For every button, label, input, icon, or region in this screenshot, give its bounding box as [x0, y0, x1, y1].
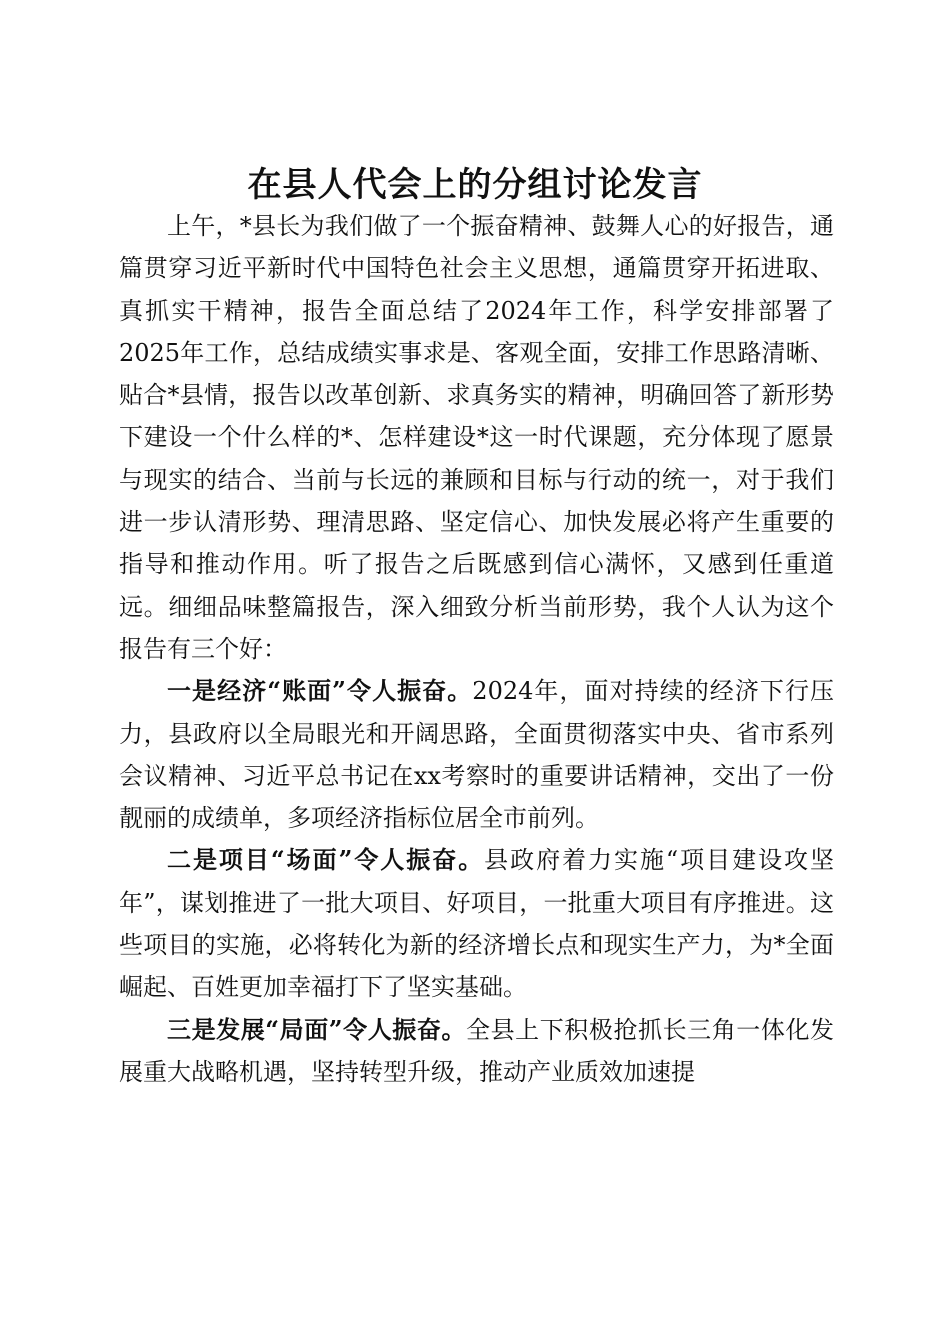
paragraph-lead: 三是发展“局面”令人振奋。	[167, 1014, 467, 1044]
paragraph-intro	[119, 205, 834, 670]
paragraph-development	[119, 1009, 834, 1094]
paragraph-lead: 一是经济“账面”令人振奋。	[167, 676, 473, 706]
document-title: 在县人代会上的分组讨论发言	[247, 164, 703, 205]
document-body	[119, 205, 834, 1093]
paragraph-lead: 二是项目“场面”令人振奋。	[167, 845, 485, 875]
paragraph-projects	[119, 839, 834, 1008]
paragraph-text: 上午，*县长为我们做了一个振奋精神、鼓舞人心的好报告，通篇贯穿习近平新时代中国特色社会主义思想，通篇贯穿开拓进取、真抓实干精神，报告全面总结了2024年工作，科学安排部署了2025年工作，总结成绩实事求是、客观全面，安排工作思路清晰、贴合*县情，报告以改革创新、求真务实的精神，明确回答了新形势下建设一个什么样的*、怎样建设*这一时代课题，充分体现了愿景与现实的结合、当前与长远的兼顾和目标与行动的统一，对于我们进一步认清形势、理清思路、坚定信心、加快发展必将产生重要的指导和推动作用。听了报告之后既感到信心满怀，又感到任重道远。细细品味整篇报告，深入细致分析当前形势，我个人认为这个报告有三个好：	[119, 212, 834, 663]
paragraph-economy	[119, 670, 834, 839]
paragraph-text: 县政府着力实施“项目建设攻坚年”，谋划推进了一批大项目、好项目，一批重大项目有序推进。这些项目的实施，必将转化为新的经济增长点和现实生产力，为*全面崛起、百姓更加幸福打下了坚实基础。	[119, 846, 834, 1002]
paragraph-text: 2024年，面对持续的经济下行压力，县政府以全局眼光和开阔思路，全面贯彻落实中央、省市系列会议精神、习近平总书记在xx考察时的重要讲话精神，交出了一份靓丽的成绩单，多项经济指标位居全市前列。	[119, 677, 835, 833]
paragraph-text: 全县上下积极抢抓长三角一体化发展重大战略机遇，坚持转型升级，推动产业质效加速提	[119, 1015, 835, 1086]
